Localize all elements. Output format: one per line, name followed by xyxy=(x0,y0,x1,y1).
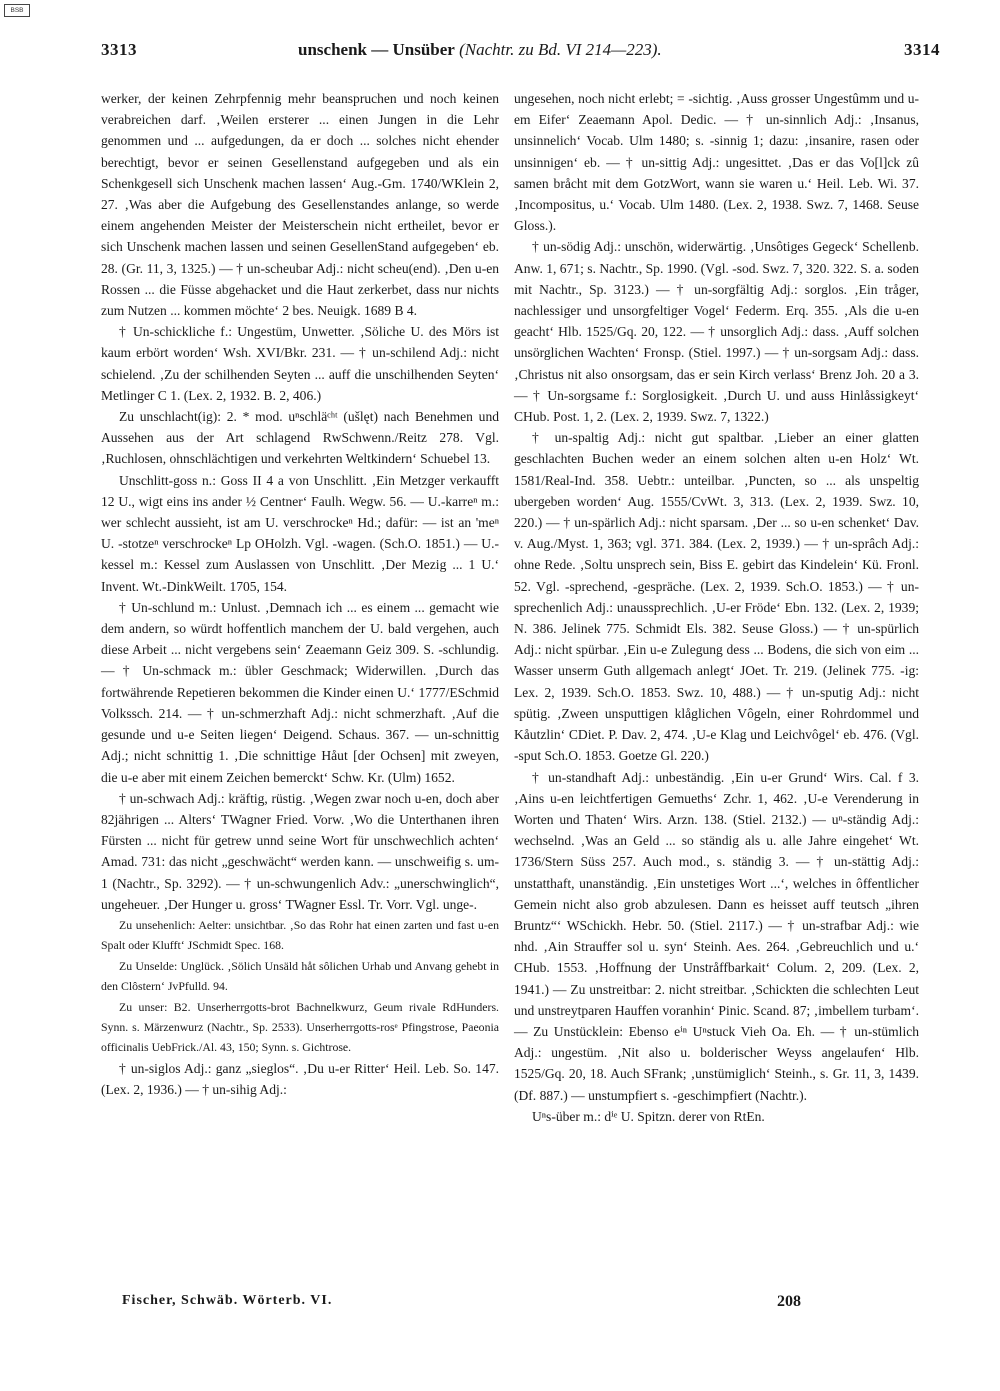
page-number-left: 3313 xyxy=(101,40,137,59)
entry-paragraph: ungesehen, noch nicht erlebt; = -sichtig. ‚Auss grosser Ungestûmm und u-em Eifer‘ Zeaemann Apol. Dedic. — † un-sinnlich Adj.: ‚Insanus, unsinnelich‘ Vocab. Ulm 1480; s. -sinnig 1; dazu: ‚insanire, rasen oder unsinnigen‘ eb. — † un-sittig Adj.: ungesittet. ‚Das er das Vo[l]ck zû samen bråcht mit dem GotzWort, wann sie waren u.‘ Heil. Leb. Wi. 37. ‚Incompositus, u.‘ Vocab. Ulm 1480. (Lex. 2, 1938. Swz. 7, 1468. Seuse Gloss.). xyxy=(514,91,919,234)
headword-range: unschenk — Unsüber xyxy=(298,40,455,59)
entry-paragraph: † un-siglos Adj.: ganz „sieglos“. ‚Du u-er Ritter‘ Heil. Leb. So. 147. (Lex. 2, 1936.) — † un-sihig Adj.: xyxy=(101,1060,499,1097)
page-footer xyxy=(0,1293,1000,1317)
library-stamp: BSB xyxy=(4,4,30,17)
entry-paragraph: Zu unser: B2. Unserherrgotts-brot Bachnelkwurz, Geum rivale RdHunders. Synn. s. Märzenwurz (Nachtr., Sp. 2533). Unserherrgotts-rosᵉ Pfingstrose, Paeonia officinalis UebFrick./Al. 43, 150; Synn. s. Gichtrose. xyxy=(101,999,499,1055)
sheet-signature: 208 xyxy=(777,1293,801,1310)
right-column xyxy=(514,88,919,1127)
running-head xyxy=(298,40,662,60)
entry-paragraph: † un-schwach Adj.: kräftig, rüstig. ‚Wegen zwar noch u-en, doch aber 82jährigen ... Alters‘ TWagner Fried. Vorw. ‚Wo die Unterthanen ihren Fürsten ... nicht für getrew unnd seine Wort für unschwechlich achten‘ Amad. 731: das nicht „geschwächt“ werden kann. — unschweifig s. um- 1 (Nachtr., Sp. 3292). — † un-schwungenlich Adv.: „unerschwinglich“, ungeheuer. ‚Der Hunger u. gross‘ TWagner Essl. Tr. Vorr. Vgl. unge-. xyxy=(101,790,499,912)
entry-paragraph: werker, der keinen Zehrpfennig mehr beanspruchen und noch keinen verabreichen darf. ‚Weilen ersterer ... einen Jungen in die Lehr genommen und ... aufgedungen, da er doch ... solches nicht ehender berechtigt, bevor er seinen Gesellenstand aufgegeben und als ein Schenkgesell sich Unschenk machen lassen‘ Aug.-Gm. 1740/WKlein 2, 27. ‚Was aber die Aufgebung des Gesellenstandes anlange, so werde einem angehenden Meister der Meisterschein nicht ertheilet, bevor er sich Unschenk machen lassen und seinen GesellenStand aufgegeben‘ eb. 28. (Gr. 11, 3, 1325.) — † un-scheubar Adj.: nicht scheu(end). ‚Den u-en Rossen ... die Füsse abgehacket und die Haut zerkerbet, dass nur nichts zum Nutzen ... kommen möchte‘ 2 bes. Neuigk. 1689 B 4. xyxy=(101,91,499,319)
entry-paragraph: Zu Unselde: Unglück. ‚Sölich Unsäld håt sôlichen Urhab und Anvang gehebt in den Clôstern‘ JvPfulld. 94. xyxy=(101,958,499,994)
entry-paragraph: Zu unsehenlich: Aelter: unsichtbar. ‚So das Rohr hat einen zarten und fast u-en Spalt oder Klufft‘ JSchmidt Spec. 168. xyxy=(101,917,499,953)
entry-paragraph: † Un-schickliche f.: Ungestüm, Unwetter. ‚Söliche U. des Mörs ist kaum erbört worden‘ Wsh. XVI/Bkr. 231. — † un-schilend Adj.: nicht schielend. ‚Zu der schilhenden Seyten ... auff die unschilhenden Seyten‘ Metlinger C 1. (Lex. 2, 1932. B. 2, 406.) xyxy=(101,324,499,403)
entry-paragraph: † Un-schlund m.: Unlust. ‚Demnach ich ... es einem ... gemacht wie dem andern, so würdt hoffentlich manchem der U. bald vergehen, auch diese Arbeit ... nicht vergebens sein‘ Zeaemann Geiz 309. S. -schlundig. — † Un-schmack m.: übler Geschmack; Widerwillen. ‚Durch das fortwährende Repetieren bekommen die Kinder einen U.‘ 1777/ESchmid Volkssch. 214. — † un-schmerzhaft Adj.: nicht schmerzhaft. ‚Auf die gesunde und u-e Seiten liegen‘ Deigend. Schaus. 367. — un-schnittig Adj.; nicht schnittig 1. ‚Die schnittige Håut [der Ochsen] mit zweyen, die u-e aber mit einem Zeichen bemerckt‘ Schw. Kr. (Ulm) 1652. xyxy=(101,599,499,785)
page-header xyxy=(0,40,1000,68)
entry-paragraph: Unschlitt-goss n.: Goss II 4 a von Unschlitt. ‚Ein Metzger verkaufft 12 U., wigt eins ins ander ½ Centner‘ Faulh. Wegw. 56. — U.-karreⁿ m.: wer schlecht aussieht, ist am U. verschrockeⁿ Hd.; dafür: — ist an 'meⁿ U. -stotzeⁿ verschrockeⁿ Lp OHolzh. Vgl. -wagen. (Sch.O. 1851.) — U.-kessel m.: Kessel zum Auslassen von Unschlitt. ‚Der Mezig ... 1 U.‘ Invent. Wt.-DinkWeilt. 1705, 154. xyxy=(101,472,499,594)
entry-paragraph: † un-spaltig Adj.: nicht gut spaltbar. ‚Lieber an einer glatten geschlachten Buchen weder an einem solchen alten u-en Holz‘ Wt. 1581/Real-Ind. 358. Uebtr.: unteilbar. ‚Puncten, so ... als unspeltig ubergeben worden‘ Aug. 1555/CvWt. 3, 313. (Lex. 2, 1939. Swz. 10, 220.) — † un-spärlich Adj.: nicht sparsam. ‚Der ... so u-en schenket‘ Dav. v. Aug./Myst. 1, 363; vgl. 371. 384. (Lex. 2, 1939.) — † un-sprâch Adj.: ohne Rede. ‚Soltu unsprech sein, Biss E. gebirt das Kindelein‘ Kü. Fronl. 52. Vgl. -sprechend, -gespräche. (Lex. 2, 1939. Sch.O. 1853.) — † un-sprechenlich Adj.: unaussprechlich. ‚U-er Fröde‘ Ebn. 132. (Lex. 2, 1939; N. 386. Jelinek 775. Schmidt Els. 382. Seuse Gloss.) — † un-spürlich Adj.: nicht spürbar. ‚Ein u-e Zulegung dess ... Bodens, die sich von eim ... Wasser unserm Guth allgemach anlegt‘ JOet. Tr. 219. (Jelinek 775. -ig: Lex. 2, 1939. Sch.O. 1853. Swz. 10, 488.) — † un-sputig Adj.: nicht spütig. ‚Zween unsputtigen klåglichen Vôgeln, einer Rohrdommel und Kåutzlin‘ CDiet. P. Dav. 2, 474. ‚U-e Klag und Leichvôgel‘ eb. 476. (Vgl. -sput Sch.O. 1853. Goetze Gl. 220.) xyxy=(514,430,919,764)
entry-paragraph: † un-standhaft Adj.: unbeständig. ‚Ein u-er Grund‘ Wirs. Cal. f 3. ‚Ains u-en leichtfertigen Gemueths‘ Zchr. 1, 462. ‚U-e Verenderung in Worten und Thaten‘ Wirs. Arzn. 138. (Stiel. 2132.) — uⁿ-ständig Adj.: wechselnd. ‚Was an Geld ... so ständig als u. alle Jahre eingehet‘ Wt. 1736/Stern Süss 257. Auch mod., s. ständig 3. — † un-stättig Adj.: unstatthaft, unanständig. ‚Ein unstetiges Wort ...‘, welches in ôffentlicher Gemein nicht also grob abzulesen. Dann es heisset auff teutsch „ihren Bruntz“‘ WSchickh. Hebr. 50. (Stiel. 2117.) — † un-strafbar Adj.: wie nhd. ‚Ain Strauffer sol u. syn‘ Steinh. Aes. 264. ‚Gebreuchlich und u.‘ CHub. 1553. ‚Hoffnung der Unstråffbarkait‘ Colum. 2, 209. (Lex. 2, 1941.) — Zu unstreitbar: 2. nicht streitbar. ‚Schickten die schlechten Leut und unstreytparen Hauffen voranhin‘ Pinic. Scand. 87; ‚imbellem turbam‘. — Zu Unstücklein: Ebenso eⁱⁿ Uⁿstuck Vieh Oa. Eh. — † un-stümlich Adj.: ungestüm. ‚Nit also u. bolderischer Weyss angelaufen‘ Hlb. 1525/Gq. 20, 18. Auch SFrank; ‚unstümiglich‘ Steinh., s. Gr. 11, 3, 1439. (Df. 887.) — unstumpfiert s. -geschimpfiert (Nachtr.). xyxy=(514,769,919,1103)
page-number-right: 3314 xyxy=(904,40,940,59)
entry-paragraph: † un-södig Adj.: unschön, widerwärtig. ‚Unsôtiges Gegeck‘ Schellenb. Anw. 1, 671; s. Nachtr., Sp. 1990. (Vgl. -sod. Swz. 7, 320. 322. S. a. soden mit Nachtr., Sp. 3123.) — † un-sorgfältig Adj.: sorglos. ‚Ein tråger, nachlessiger und unsorgfeltiger Vogel‘ Federm. Erq. 355. ‚Als die u-en geacht‘ Hlb. 1525/Gq. 20, 122. — † unsorglich Adj.: dass. ‚Auff solchen unsörglichen Wachten‘ Fronsp. (Stiel. 1997.) — † un-sorgsam Adj.: dass. ‚Christus nit also onsorgsam, das er sein Kirch verlass‘ Brenz Joh. 20 a 3. — † Un-sorgsame f.: Sorglosigkeit. ‚Durch U. und auss Hinlåssigkeyt‘ CHub. Post. 1, 2. (Lex. 2, 1939. Swz. 7, 1322.) xyxy=(514,239,919,425)
left-column xyxy=(101,88,499,1100)
supplement-note: (Nachtr. zu Bd. VI 214—223). xyxy=(459,40,662,59)
entry-paragraph: Zu unschlacht(ig): 2. * mod. uⁿschläᶜʰᵗ (ušlęt) nach Benehmen und Aussehen aus der Art schlagend RwSchwenn./Reitz 278. Vgl. ‚Ruchlosen, ohnschlächtigen und verkehrten Weltkindern‘ Schuebel 13. xyxy=(101,409,499,467)
work-title: Fischer, Schwäb. Wörterb. VI. xyxy=(122,1293,333,1308)
entry-paragraph: Uⁿs-über m.: dⁱᵉ U. Spitzn. derer von RtEn. xyxy=(532,1108,765,1124)
